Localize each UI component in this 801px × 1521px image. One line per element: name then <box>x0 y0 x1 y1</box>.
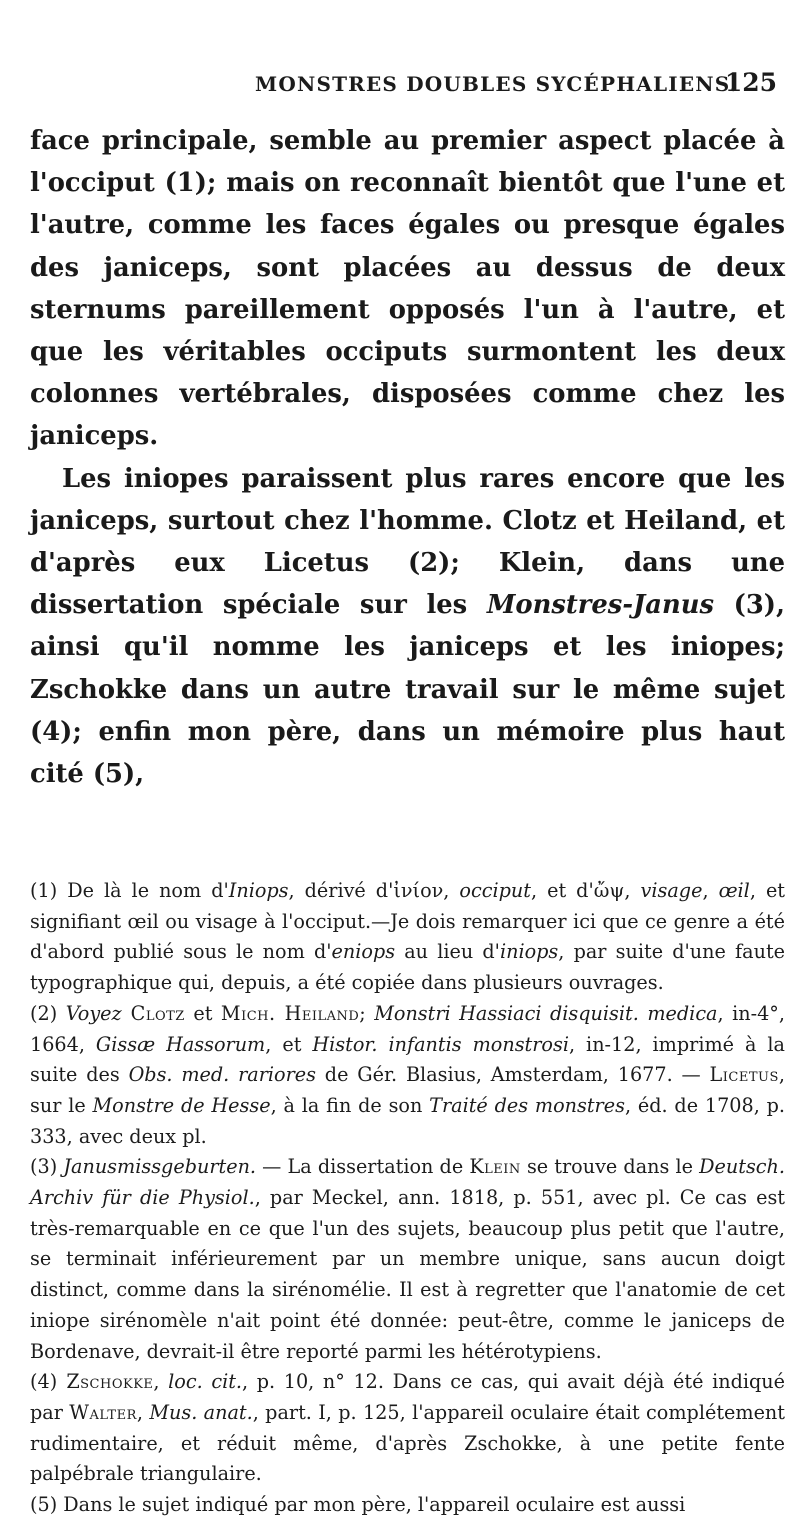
footnote-3-number: (3) <box>30 1155 58 1179</box>
paragraph-1: face principale, semble au premier aspect placée à l'occiput (1); mais on reconnaît bientôt que l'une et l'autre, comme les faces égales ou presque égales des janiceps, sont placées au dessus de deux sternums pareillement opposés l'un à l'autre, et que les véritables occiputs surmontent les deux colonnes vertébrales, disposées comme chez les janiceps. <box>30 126 785 452</box>
footnote-2-italic: Histor. infantis monstrosi <box>312 1032 569 1056</box>
footnote-2-number: (2) <box>30 1001 58 1025</box>
footnote-1-italic: visage <box>640 879 703 902</box>
footnote-5-text: Dans le sujet indiqué par mon père, l'appareil oculaire est aussi <box>57 1493 686 1517</box>
footnote-1-italic: Iniops <box>228 879 289 902</box>
footnote-3 <box>30 1152 785 1367</box>
footnote-3-text: — La dissertation de <box>256 1155 470 1179</box>
footnote-1-text: , et d'ὤψ, <box>530 879 641 902</box>
running-header <box>255 68 795 112</box>
main-text <box>30 120 785 795</box>
footnote-4-text: , p. 10, n° 12. Dans ce cas, qui avait déjà été indiqué par <box>30 1370 785 1424</box>
footnote-5 <box>30 1490 785 1521</box>
footnote-3-text: , par Meckel, ann. 1818, p. 551, avec pl. Ce cas est très-remarquable en ce que l'un des sujets, beaucoup plus petit que l'autre, se terminait inférieurement par un membre unique, sans aucun doigt distinct, comme dans la sirénomélie. Il est à regretter que l'anatomie de cet iniope sirénomèle n'ait point été donnée: peut-être, comme le janiceps de Bordenave, devrait-il être reporté parmi les hétérotypiens. <box>30 1186 785 1363</box>
footnote-2 <box>30 999 785 1153</box>
footnote-3-italic: Janusmissgeburten. <box>57 1155 257 1179</box>
footnote-4-italic: loc. cit. <box>168 1370 243 1394</box>
footnote-3-author: Klein <box>469 1155 521 1179</box>
paragraph-2-part-a: Les iniopes paraissent plus rares encore que les janiceps, surtout chez l'homme. Clotz et Heiland, et d'après eux Licetus (2); Klein, dans une dissertation spéciale sur les <box>30 463 785 621</box>
footnote-2-italic: Voyez <box>57 1001 122 1025</box>
footnote-1-text: , dérivé d'ἰνίον, <box>288 879 460 902</box>
footnote-2-text: et <box>184 1001 221 1025</box>
footnote-1 <box>30 876 785 999</box>
monstres-janus-title: Monstres-Janus <box>486 590 714 621</box>
footnote-1-italic: iniops <box>499 940 559 964</box>
paragraph-2-part-b: (3), ainsi qu'il nomme les janiceps et les iniopes; Zschokke dans un autre travail sur le même sujet (4); enfin mon père, dans un mémoire plus haut cité (5), <box>30 590 785 790</box>
footnote-1-text: au lieu d' <box>395 940 500 964</box>
footnote-1-italic: occiput <box>459 879 531 902</box>
footnote-2-text: , à la fin de son <box>270 1093 430 1117</box>
footnote-4-number: (4) <box>30 1370 58 1394</box>
footnote-1-text: , par suite d'une faute typographique qui, depuis, a été copiée dans plusieurs ouvrages. <box>30 940 786 995</box>
footnotes <box>30 876 785 1521</box>
footnote-2-author: Licetus <box>709 1063 779 1087</box>
footnote-2-italic: Obs. med. rariores <box>128 1063 316 1087</box>
footnote-2-author: Mich. Heiland <box>220 1001 360 1025</box>
footnote-4-text: , part. I, p. 125, l'appareil oculaire était complétement rudimentaire, et réduit même, d'après Zschokke, à une petite fente palpébrale triangulaire. <box>30 1400 785 1486</box>
footnote-2-text: , éd. de 1708, p. 333, avec deux pl. <box>30 1093 785 1148</box>
footnote-4-text: , <box>136 1400 150 1424</box>
footnote-4-author: Walter <box>69 1400 137 1424</box>
footnote-2-text: , in-12, imprimé à la suite des <box>30 1032 785 1087</box>
paragraph-2 <box>30 458 785 796</box>
footnote-2-text: ; <box>359 1001 375 1025</box>
footnote-2-text: , in-4°, 1664, <box>30 1001 785 1056</box>
footnote-4 <box>30 1367 785 1490</box>
footnote-1-italic: eniops <box>331 940 396 964</box>
footnote-4-italic: Mus. anat. <box>149 1400 253 1424</box>
footnote-4-author: Zschokke <box>57 1370 154 1394</box>
footnote-4-text: , <box>153 1370 169 1394</box>
footnote-2-text: , sur le <box>30 1063 785 1117</box>
footnote-3-text: se trouve dans le <box>520 1155 700 1179</box>
footnote-2-text: de Gér. Blasius, Amsterdam, 1677. — <box>315 1063 710 1087</box>
footnote-1-text: , <box>702 879 719 902</box>
footnote-2-italic: Monstre de Hesse <box>92 1093 271 1117</box>
running-title: MONSTRES DOUBLES SYCÉPHALIENS. <box>255 72 738 96</box>
footnote-1-text: , et signifiant œil ou visage à l'occiput.—Je dois remarquer ici que ce genre a été d'abord publié sous le nom d' <box>30 879 786 964</box>
footnote-1-text: De là le nom d' <box>57 879 229 902</box>
footnote-3-italic: Deutsch. Archiv für die Physiol. <box>30 1155 785 1210</box>
footnote-2-text: , et <box>265 1032 313 1056</box>
footnote-2-italic: Monstri Hassiaci disquisit. medica <box>374 1001 718 1025</box>
footnote-2-italic: Traité des monstres <box>429 1093 625 1117</box>
footnote-1-italic: œil <box>718 879 750 902</box>
footnote-5-number: (5) <box>30 1493 58 1517</box>
footnote-1-number: (1) <box>30 879 58 902</box>
footnote-2-italic: Gissæ Hassorum <box>95 1032 266 1056</box>
footnote-2-author: Clotz <box>121 1001 185 1025</box>
page-number: 125 <box>724 68 777 97</box>
